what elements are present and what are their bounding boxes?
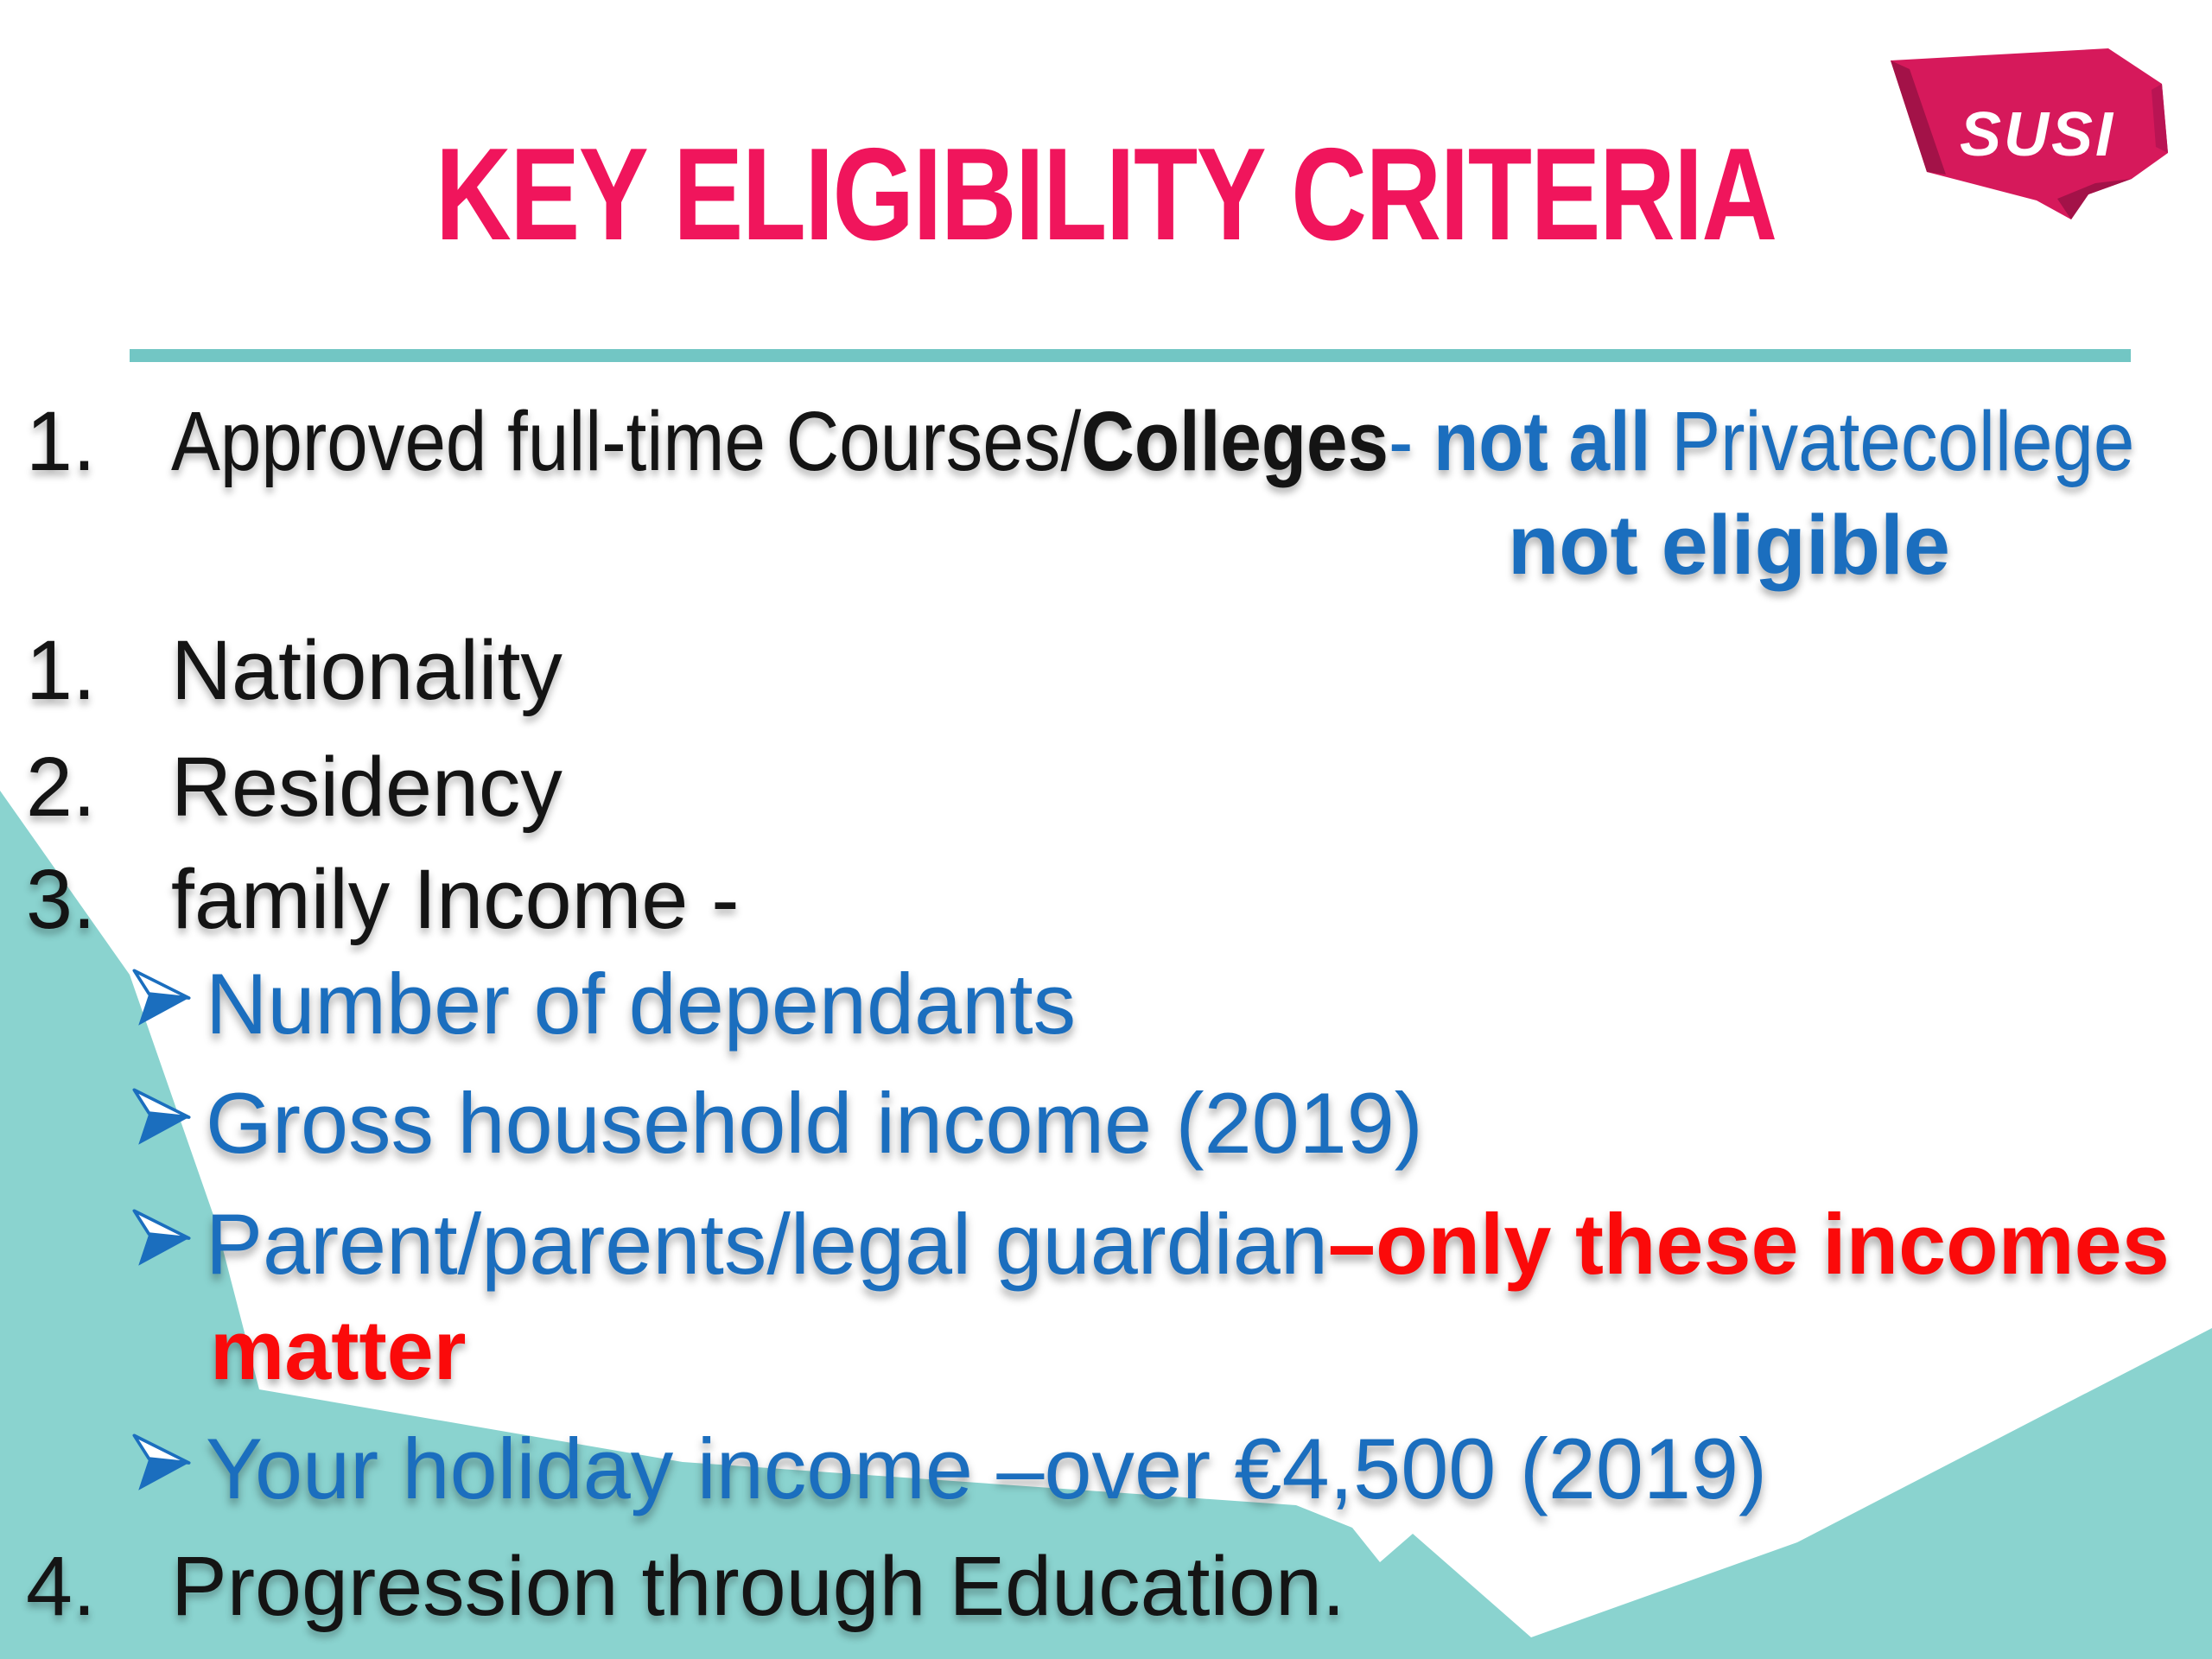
matter-text: matter xyxy=(210,1303,467,1397)
nationality-text: Nationality xyxy=(171,623,563,717)
gross-income-text: Gross household income (2019) xyxy=(206,1075,1423,1171)
dash-text: - xyxy=(1388,394,1434,488)
arrow-bullet-icon xyxy=(128,1084,195,1151)
list-item-nationality xyxy=(0,618,563,722)
not-eligible-text: not eligible xyxy=(1508,498,1950,592)
bullet-item-dependants xyxy=(128,950,1076,1058)
bullet-item-guardian xyxy=(128,1191,2170,1298)
list-number: 4. xyxy=(26,1539,96,1633)
list-item-family-income xyxy=(0,847,740,951)
list-item-approved-courses xyxy=(0,389,2212,493)
colleges-text: Colleges xyxy=(1081,394,1389,488)
progression-text: Progression through Education. xyxy=(171,1539,1345,1633)
arrow-bullet-icon xyxy=(128,1205,195,1272)
guardian-blue-text: Parent/parents/legal guardian xyxy=(206,1196,1328,1292)
dependants-text: Number of dependants xyxy=(206,956,1077,1052)
arrow-bullet-icon xyxy=(128,1429,195,1497)
title-divider-line xyxy=(130,349,2131,362)
bullet-item-holiday-income xyxy=(128,1415,1767,1522)
residency-text: Residency xyxy=(171,740,563,834)
list-number: 1. xyxy=(26,623,96,717)
bullet-item-gross-income xyxy=(128,1070,1423,1177)
private-college-text: Privatecollege xyxy=(1671,394,2135,488)
list-item-residency xyxy=(0,734,563,839)
list-item-progression xyxy=(0,1534,1345,1638)
list-item-text xyxy=(171,389,2134,493)
not-all-text: not all xyxy=(1433,394,1672,488)
page-title: KEY ELIGIBILITY CRITERIA xyxy=(435,121,1777,268)
approved-courses-text: Approved full-time Courses/ xyxy=(171,394,1082,488)
holiday-income-text: Your holiday income –over €4,500 (2019) xyxy=(206,1421,1768,1516)
list-number: 1. xyxy=(26,394,96,488)
list-number: 2. xyxy=(26,740,96,834)
family-income-text: family Income - xyxy=(171,852,740,946)
list-number: 3. xyxy=(26,852,96,946)
only-incomes-text: –only these incomes xyxy=(1327,1196,2170,1292)
arrow-bullet-icon xyxy=(128,964,195,1032)
susi-logo-text: SUSI xyxy=(1960,100,2116,169)
slide-title-row xyxy=(0,119,2212,270)
